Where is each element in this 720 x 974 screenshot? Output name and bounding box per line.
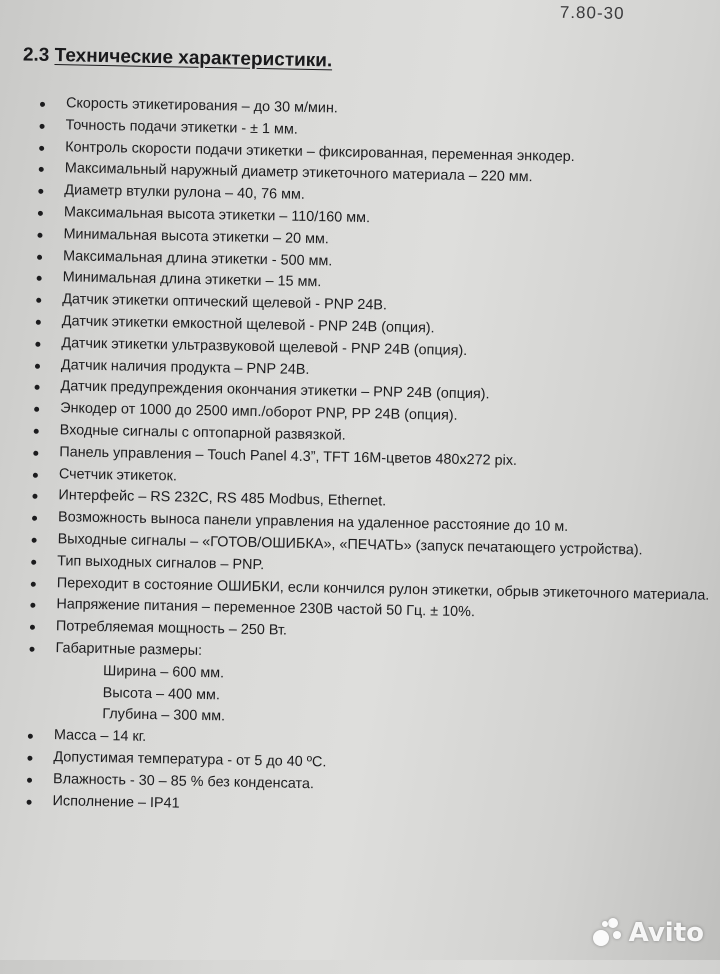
bullet-icon <box>36 320 41 325</box>
corner-mark: 7.80-30 <box>559 2 625 23</box>
bullet-icon <box>34 429 39 434</box>
watermark-text: Avito <box>628 918 704 948</box>
spec-item: Интерфейс – RS 232C, RS 485 Modbus, Ethernet. <box>30 485 711 520</box>
spec-item: Датчик этикетки оптический щелевой - PNP 24В. <box>34 289 715 324</box>
bullet-icon <box>32 538 37 543</box>
section-heading <box>23 44 333 72</box>
spec-list <box>24 93 718 825</box>
bullet-icon <box>32 516 37 521</box>
avito-watermark <box>593 918 704 948</box>
spec-item: Точность подачи этикетки - ± 1 мм. <box>37 115 718 150</box>
bullet-icon <box>40 102 45 107</box>
spec-item: Минимальная высота этикетки – 20 мм. <box>35 224 716 259</box>
spec-item: Максимальная высота этикетки – 110/160 мм. <box>36 202 717 237</box>
bullet-icon <box>33 450 38 455</box>
spec-item: Влажность - 30 – 85 % без конденсата. <box>25 768 706 803</box>
section-title: Технические характеристики. <box>54 45 333 72</box>
bullet-icon <box>32 494 37 499</box>
bullet-icon <box>30 625 35 630</box>
spec-item: Датчик предупреждения окончания этикетки – PNP 24В (опция). <box>32 376 713 411</box>
section-number: 2.3 <box>22 44 50 66</box>
bullet-icon <box>28 734 33 739</box>
spec-item: Переходит в состояние ОШИБКИ, если кончился рулон этикетки, обрыв этикеточного материала. <box>29 572 710 607</box>
dimension-width: Ширина – 600 мм. <box>102 662 225 682</box>
spec-item: Датчик этикетки емкостной щелевой - PNP 24В (опция). <box>34 311 715 346</box>
bullet-icon <box>35 385 40 390</box>
spec-item: Диаметр втулки рулона – 40, 76 мм. <box>36 180 717 215</box>
bullet-icon <box>38 211 43 216</box>
spec-item: Датчик этикетки ультразвуковой щелевой - PNP 24В (опция). <box>33 332 714 367</box>
bullet-icon <box>39 167 44 172</box>
spec-item: Максимальная длина этикетки - 500 мм. <box>35 245 716 280</box>
spec-item: Выходные сигналы – «ГОТОВ/ОШИБКА», «ПЕЧАТЬ» (запуск печатающего устройства). <box>29 529 710 564</box>
spec-item: Максимальный наружный диаметр этикеточного материала – 220 мм. <box>37 158 718 193</box>
bullet-icon <box>34 407 39 412</box>
spec-item: Потребляемая мощность – 250 Вт. <box>28 616 709 651</box>
bullet-icon <box>37 233 42 238</box>
spec-item: Панель управления – Touch Panel 4.3”, TFT 16M-цветов 480x272 pix. <box>31 441 712 476</box>
spec-item: Скорость этикетирования – до 30 м/мин. <box>38 93 719 128</box>
bullet-icon <box>27 799 32 804</box>
bullet-icon <box>35 363 40 368</box>
dimension-height: Высота – 400 мм. <box>102 684 221 703</box>
spec-item: Возможность выноса панели управления на удаленное расстояние до 10 м. <box>30 507 711 542</box>
dimension-depth: Глубина – 300 мм. <box>102 706 226 725</box>
bullet-icon <box>40 124 45 129</box>
bullet-icon <box>27 756 32 761</box>
spec-item-dimensions: Габаритные размеры: <box>27 638 708 673</box>
bullet-icon <box>31 559 36 564</box>
spec-item: Контроль скорости подачи этикетки – фиксированная, переменная энкодер. <box>37 136 718 171</box>
bullet-icon <box>35 342 40 347</box>
spec-item: Датчик наличия продукта – PNP 24В. <box>33 354 714 389</box>
spec-item: Допустимая температура - от 5 до 40 ºС. <box>25 747 706 782</box>
bullet-icon <box>36 298 41 303</box>
spec-item: Тип выходных сигналов – PNP. <box>29 550 710 585</box>
spec-item: Входные сигналы с оптопарной развязкой. <box>32 420 713 455</box>
spec-item: Счетчик этикеток. <box>31 463 712 498</box>
bullet-icon <box>37 276 42 281</box>
spec-item: Масса – 14 кг. <box>26 725 707 760</box>
spec-item: Исполнение – IP41 <box>24 790 705 825</box>
spec-item: Минимальная длина этикетки – 15 мм. <box>34 267 715 302</box>
bullet-icon <box>31 581 36 586</box>
bullet-icon <box>37 254 42 259</box>
spec-item: Энкодер от 1000 до 2500 имп./оборот PNP, PP 24В (опция). <box>32 398 713 433</box>
bullet-icon <box>29 647 34 652</box>
bullet-icon <box>33 472 38 477</box>
bullet-icon <box>30 603 35 608</box>
spec-item: Напряжение питания – переменное 230В частой 50 Гц. ± 10%. <box>28 594 709 629</box>
avito-dots-icon <box>593 918 623 948</box>
bullet-icon <box>38 189 43 194</box>
bullet-icon <box>39 145 44 150</box>
bullet-icon <box>27 777 32 782</box>
